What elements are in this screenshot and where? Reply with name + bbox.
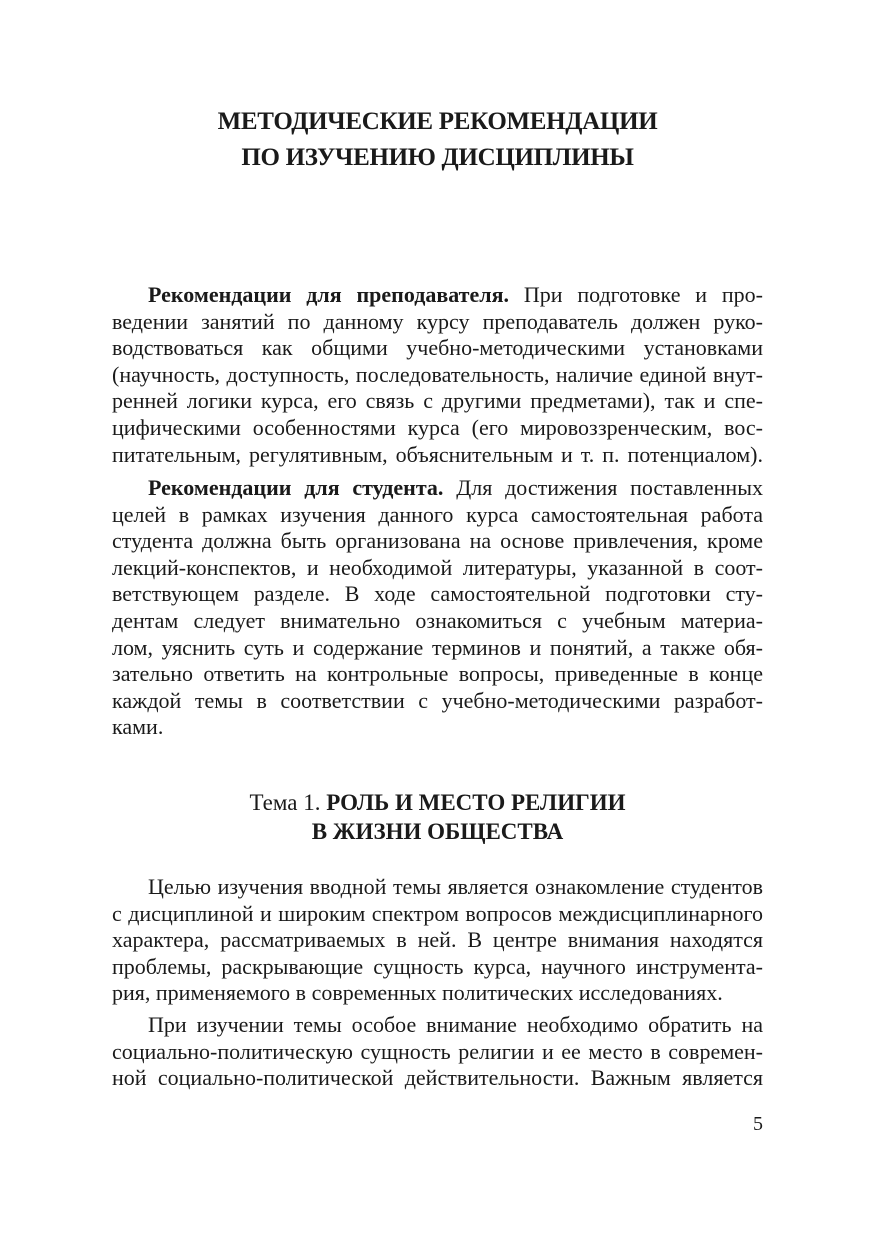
topic-heading-line-1 — [112, 788, 763, 817]
paragraph-line: Рекомендации для преподавателя. При подготовке и про- — [148, 282, 764, 307]
paragraph-line: с дисциплиной и широким спектром вопросов междисциплинарного — [112, 900, 763, 926]
page-title — [112, 104, 763, 176]
paragraph-line: зательно ответить на контрольные вопросы, приведенные в конце — [112, 661, 763, 687]
paragraph-line: проблемы, раскрывающие сущность курса, научного инструмента- — [112, 953, 763, 979]
paragraph-line: ренней логики курса, его связь с другими предметами), так и спе- — [112, 388, 763, 414]
paragraph-line: студента должна быть организована на основе привлечения, кроме — [112, 528, 763, 554]
paragraph-line: водствоваться как общими учебно-методическими установками — [112, 335, 763, 361]
teacher-recommendations-heading: Рекомендации для преподавателя. — [148, 282, 509, 307]
paragraph-line: целей в рамках изучения данного курса самостоятельная работа — [112, 501, 763, 527]
paragraph-line: социально-политическую сущность религии и ее место в современ- — [112, 1038, 763, 1064]
paragraph-line: лом, уяснить суть и содержание терминов и понятий, а также обя- — [112, 634, 763, 660]
paragraph-line: Целью изучения вводной темы является ознакомление студентов — [148, 874, 763, 899]
paragraph-line: рия, применяемого в современных политических исследованиях. — [112, 980, 723, 1006]
paragraph-line: ведении занятий по данному курсу преподаватель должен руко- — [112, 308, 763, 334]
topic-paragraph-1 — [112, 874, 763, 1007]
paragraph-line: Рекомендации для студента. Для достижения поставленных — [148, 475, 763, 500]
paragraph-line: питательным, регулятивным, объяснительным и т. п. потенциалом). — [112, 441, 763, 467]
paragraph-line: каждой темы в соответствии с учебно-методическими разработ- — [112, 687, 763, 713]
teacher-recommendations-paragraph — [112, 282, 763, 468]
topic-heading — [112, 788, 763, 846]
topic-title-part-1: РОЛЬ И МЕСТО РЕЛИГИИ — [326, 790, 626, 815]
paragraph-line: лекций-конспектов, и необходимой литературы, указанной в соот- — [112, 554, 763, 580]
topic-title-part-2: В ЖИЗНИ ОБЩЕСТВА — [311, 819, 564, 844]
paragraph-line: цифическими особенностями курса (его мировоззренческим, вос- — [112, 414, 763, 440]
paragraph-line: При изучении темы особое внимание необходимо обратить на — [148, 1012, 763, 1037]
paragraph-line: ками. — [112, 714, 164, 740]
topic-paragraph-2 — [112, 1012, 763, 1092]
topic-number: Тема 1. — [249, 790, 321, 815]
paragraph-line: дентам следует внимательно ознакомиться с учебным материа- — [112, 607, 763, 633]
page-title-line-1: МЕТОДИЧЕСКИЕ РЕКОМЕНДАЦИИ — [217, 108, 658, 135]
page-title-line-2: ПО ИЗУЧЕНИЮ ДИСЦИПЛИНЫ — [241, 144, 634, 171]
paragraph-line: ной социально-политической действительности. Важным является — [112, 1065, 763, 1091]
student-recommendations-paragraph — [112, 475, 763, 741]
page-number: 5 — [753, 1113, 763, 1135]
paragraph-line: (научность, доступность, последовательность, наличие единой внут- — [112, 361, 763, 387]
student-recommendations-heading: Рекомендации для студента. — [148, 475, 444, 500]
paragraph-line: характера, рассматриваемых в ней. В центре внимания находятся — [112, 927, 763, 953]
paragraph-line: ветствующем разделе. В ходе самостоятельной подготовки сту- — [112, 581, 763, 607]
document-page — [112, 0, 763, 1241]
